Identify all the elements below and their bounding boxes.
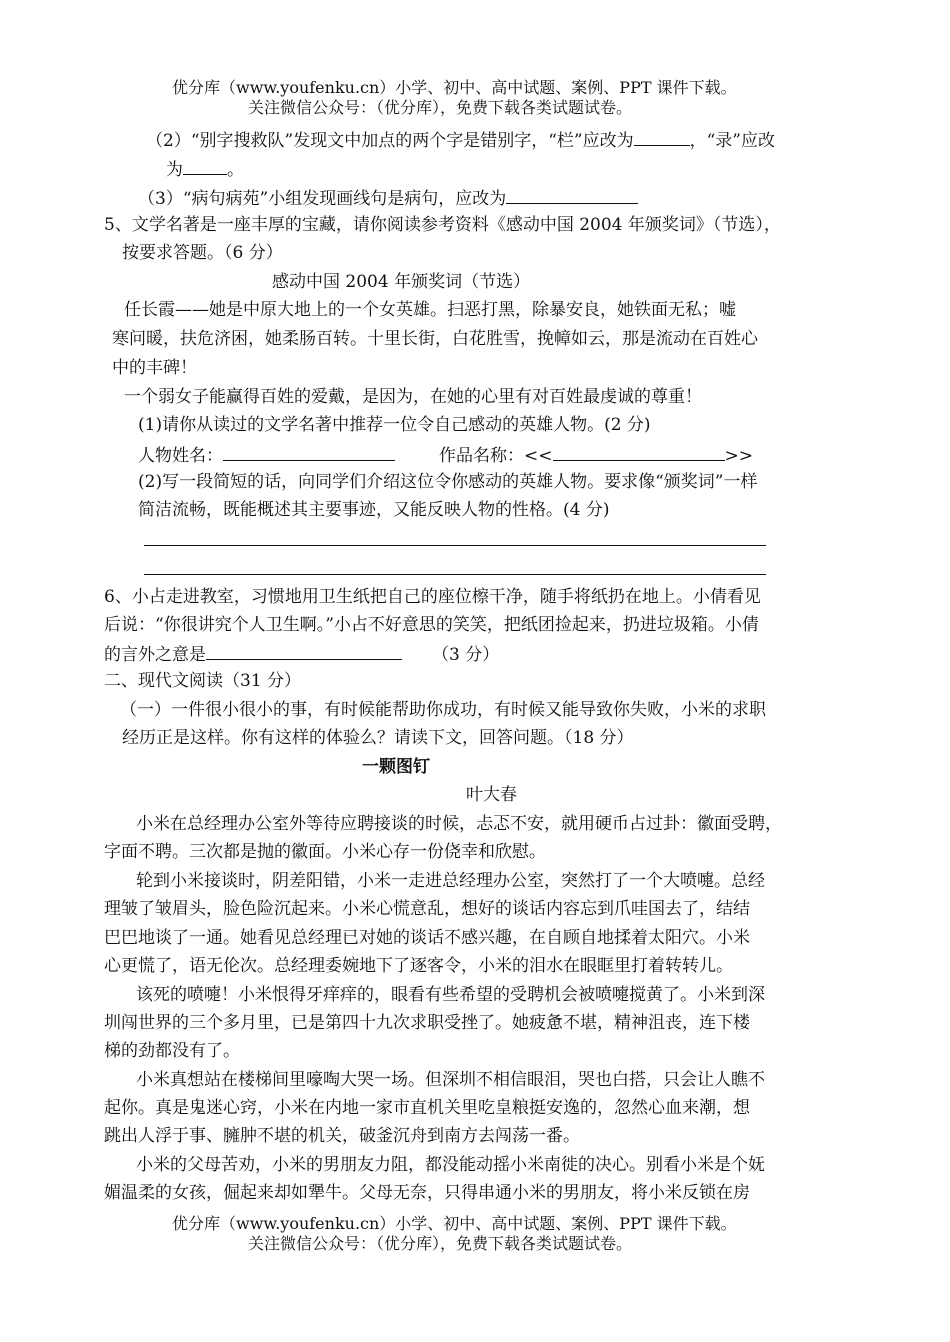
q4-item2-text-c: 为 <box>166 160 183 180</box>
article-line: 小米在总经理办公室外等待应聘接谈的时候，忐忑不安，就用硬币占过卦：徽面受聘， <box>136 814 782 834</box>
article-title: 一颗图钉 <box>362 757 430 777</box>
article-line: 巴巴地谈了一通。她看见总经理已对她的谈话不感兴趣，在自顾自地揉着太阳穴。小米 <box>104 928 750 948</box>
article-line: 该死的喷嚏！小米恨得牙痒痒的，眼看有些希望的受聘机会被喷嚏搅黄了。小米到深 <box>136 985 765 1005</box>
q4-item2-text-d: 。 <box>227 160 244 180</box>
writing-line-1[interactable] <box>144 545 766 546</box>
article-line: 跳出人浮于事、臃肿不堪的机关，破釜沉舟到南方去闯荡一番。 <box>104 1126 580 1146</box>
q5-stem-1: 5、文学名著是一座丰厚的宝藏，请你阅读参考资料《感动中国 2004 年颁奖词》（节选）， <box>104 215 781 235</box>
work-title-field[interactable] <box>553 442 725 461</box>
article-line: 理皱了皱眉头，脸色险沉起来。小米心慌意乱，想好的谈话内容忘到爪哇国去了，结结 <box>104 899 750 919</box>
article-line: 心更慌了，语无伦次。总经理委婉地下了逐客令，小米的泪水在眼眶里打着转转儿。 <box>104 956 733 976</box>
q6-line-2: 后说：“你很讲究个人卫生啊。”小占不好意思的笑笑，把纸团捡起来，扔进垃圾箱。小倩 <box>104 615 759 635</box>
article-line: 小米的父母苦劝，小米的男朋友力阻，都没能动摇小米南徙的决心。别看小米是个妩 <box>136 1155 765 1175</box>
q4-item2-text: （2）“别字搜救队”发现文中加点的两个字是错别字，“栏”应改为 <box>146 131 634 151</box>
q5-name-row <box>138 442 753 468</box>
q4-item2-cont <box>166 156 244 182</box>
q4-item3-text: （3）“病句病苑”小组发现画线句是病句，应改为 <box>138 189 507 209</box>
answer-blank-lan[interactable] <box>634 127 690 146</box>
article-line: 轮到小米接谈时，阴差阳错，小米一走进总经理办公室，突然打了一个大喷嚏。总经 <box>136 871 765 891</box>
name-label: 人物姓名： <box>138 446 223 466</box>
q5-stem-2: 按要求答题。（6 分） <box>122 243 283 263</box>
article-line: 起你。真是鬼迷心窍，小米在内地一家市直机关里吃皇粮挺安逸的，忽然心血来潮，想 <box>104 1098 750 1118</box>
q6-line-3 <box>104 641 499 667</box>
q4-item2 <box>146 127 775 153</box>
answer-blank-lu[interactable] <box>183 156 227 175</box>
article-line: 圳闯世界的三个多月里，已是第四十九次求职受挫了。她疲惫不堪，精神沮丧，连下楼 <box>104 1013 750 1033</box>
q6-points: （3 分） <box>432 645 500 665</box>
q5-material-p2: 寒问暖，扶危济困，她柔肠百转。十里长街，白花胜雪，挽幛如云，那是流动在百姓心 <box>112 329 758 349</box>
writing-line-2[interactable] <box>144 574 766 575</box>
q5-material-title: 感动中国 2004 年颁奖词（节选） <box>272 272 531 292</box>
header-line-2: 关注微信公众号：（优分库），免费下载各类试题试卷。 <box>248 98 633 117</box>
q6-answer-blank[interactable] <box>206 641 402 660</box>
article-author: 叶大春 <box>466 785 517 805</box>
q5-sub2-line2: 简洁流畅，既能概述其主要事迹，又能反映人物的性格。(4 分) <box>138 500 610 520</box>
q5-sub1: (1)请你从读过的文学名著中推荐一位令自己感动的英雄人物。(2 分) <box>138 415 651 435</box>
q6-line-1: 6、小占走进教室，习惯地用卫生纸把自己的座位檫干净，随手将纸扔在地上。小倩看见 <box>104 587 761 607</box>
section-2-intro-1: （一）一件很小很小的事，有时候能帮助你成功，有时候又能导致你失败，小米的求职 <box>120 700 766 720</box>
q5-material-p3: 中的丰碑！ <box>112 358 197 378</box>
q5-material-p1: 任长霞——她是中原大地上的一个女英雄。扫恶打黑，除暴安良，她铁面无私；嘘 <box>124 300 736 320</box>
article-line: 小米真想站在楼梯间里嚎啕大哭一场。但深圳不相信眼泪，哭也白搭，只会让人瞧不 <box>136 1070 765 1090</box>
q4-item3 <box>138 185 638 211</box>
q5-material-p4: 一个弱女子能赢得百姓的爱戴，是因为，在她的心里有对百姓最虔诚的尊重！ <box>124 387 702 407</box>
section-2-title: 二、现代文阅读（31 分） <box>104 671 302 691</box>
header-line-1: 优分库（www.youfenku.cn）小学、初中、高中试题、案例、PPT 课件下载。 <box>172 78 737 97</box>
hero-name-field[interactable] <box>223 442 395 461</box>
footer-line-2: 关注微信公众号：（优分库），免费下载各类试题试卷。 <box>248 1234 633 1253</box>
work-label-end: >> <box>724 446 753 466</box>
q6-text: 的言外之意是 <box>104 645 206 665</box>
q4-item2-text-b: ，“录”应改 <box>689 131 775 151</box>
footer-line-1: 优分库（www.youfenku.cn）小学、初中、高中试题、案例、PPT 课件下载。 <box>172 1214 737 1233</box>
work-label: 作品名称：<< <box>439 446 553 466</box>
article-line: 媚温柔的女孩，倔起来却如犟牛。父母无奈，只得串通小米的男朋友，将小米反锁在房 <box>104 1183 750 1203</box>
article-line: 梯的劲都没有了。 <box>104 1041 240 1061</box>
answer-blank-sentence[interactable] <box>506 185 638 204</box>
article-line: 字面不聘。三次都是抛的徽面。小米心存一份侥幸和欣慰。 <box>104 842 546 862</box>
q5-sub2-line1: (2)写一段简短的话，向同学们介绍这位令你感动的英雄人物。要求像“颁奖词”一样 <box>138 472 758 492</box>
section-2-intro-2: 经历正是这样。你有这样的体验么？请读下文，回答问题。（18 分） <box>122 728 634 748</box>
